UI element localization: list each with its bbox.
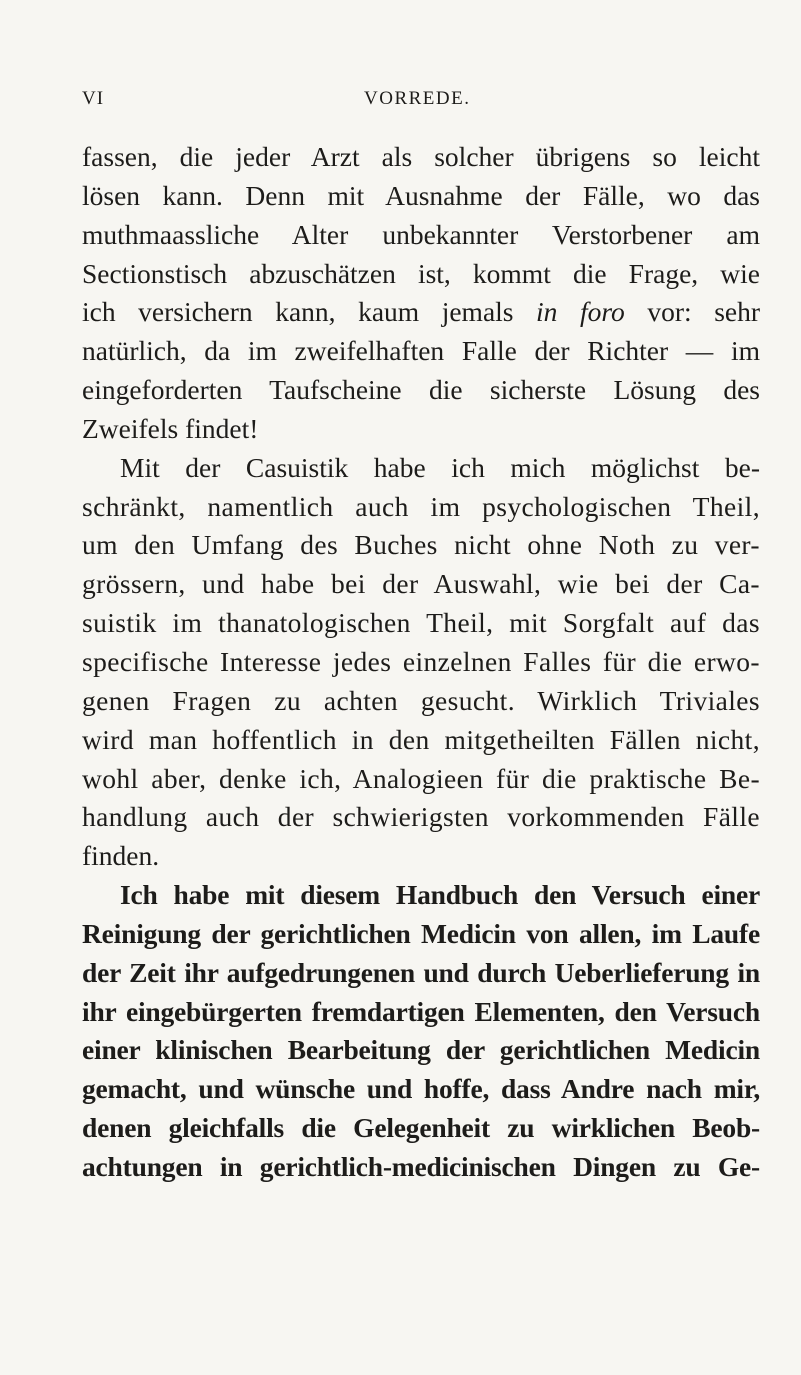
paragraph-1 [82,138,760,449]
text-line: denen gleichfalls die Gelegenheit zu wirklichen Beob- [82,1112,760,1144]
page-header-title: VORREDE. [364,88,471,109]
text-line: Sectionstisch abzuschätzen ist, kommt die Frage, wie [82,257,760,289]
text-line: gemacht, und wünsche und hoffe, dass Andre nach mir, [82,1073,760,1105]
text-segment: ich versichern kann, kaum jemals [82,296,514,328]
text-line: specifische Interesse jedes einzelnen Falles für die erwo- [82,645,760,677]
paragraph-2 [82,449,760,876]
text-line: genen Fragen zu achten gesucht. Wirklich Triviales [82,684,760,716]
text-line: der Zeit ihr aufgedrungenen und durch Ueberlieferung in [82,956,760,988]
text-line: wohl aber, denke ich, Analogieen für die praktische Be- [82,762,760,794]
text-line: fassen, die jeder Arzt als solcher übrigens so leicht [82,141,760,172]
text-line: Ich habe mit diesem Handbuch den Versuch einer [120,879,760,911]
paragraph-3 [82,876,760,1187]
text-line-with-italic [82,293,760,332]
text-line: achtungen in gerichtlich-medicinischen Dingen zu Ge- [82,1150,760,1182]
text-line: Mit der Casuistik habe ich mich möglichst be- [120,451,760,483]
text-line: grössern, und habe bei der Auswahl, wie bei der Ca- [82,568,760,600]
text-line: handlung auch der schwierigsten vorkommenden Fälle [82,801,760,833]
text-line: ihr eingebürgerten fremdartigen Elementen, den Versuch [82,995,760,1027]
italic-phrase: in foro [536,296,625,328]
text-line: um den Umfang des Buches nicht ohne Noth zu ver- [82,529,760,561]
text-line: eingeforderten Taufscheine die sicherste Lösung des [82,374,760,406]
text-line: Reinigung der gerichtlichen Medicin von allen, im Laufe [82,917,760,949]
running-head [82,88,742,112]
text-line: Zweifels findet! [82,412,259,444]
text-line: suistik im thanatologischen Theil, mit Sorgfalt auf das [82,607,760,639]
page-number: VI [82,88,105,109]
text-line: natürlich, da im zweifelhaften Falle der Richter — im [82,335,760,367]
text-line: schränkt, namentlich auch im psychologischen Theil, [82,490,760,522]
text-line: finden. [82,840,160,872]
body-text [82,138,760,1187]
text-line: wird man hoffentlich in den mitgetheilten Fällen nicht, [82,723,760,755]
text-line: muthmaassliche Alter unbekannter Verstorbener am [82,218,760,250]
text-segment: vor: sehr [647,296,760,328]
text-line: einer klinischen Bearbeitung der gerichtlichen Medicin [82,1034,760,1066]
text-line: lösen kann. Denn mit Ausnahme der Fälle, wo das [82,179,760,211]
